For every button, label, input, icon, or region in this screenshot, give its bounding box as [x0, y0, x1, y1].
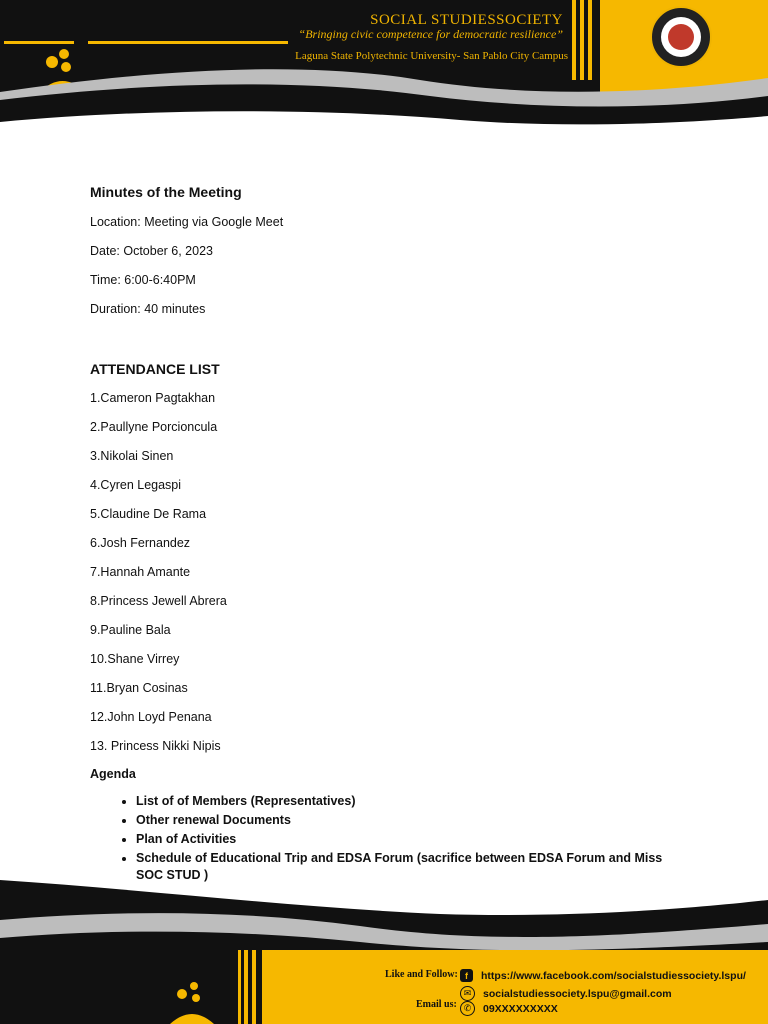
society-seal-logo [650, 6, 712, 68]
attendee: 8.Princess Jewell Abrera [90, 594, 227, 608]
attendee: 1.Cameron Pagtakhan [90, 391, 216, 405]
agenda-item: • List of of Members (Representatives) [136, 793, 690, 810]
contact-block [0, 880, 768, 1024]
org-tagline: “Bringing civic competence for democratic resilience” [298, 27, 563, 41]
meeting-duration: Duration: 40 minutes [90, 302, 206, 316]
document-body [90, 180, 690, 886]
attendance-heading: ATTENDANCE LIST [90, 361, 220, 377]
letterhead-header [0, 0, 768, 132]
meeting-location: Location: Meeting via Google Meet [90, 215, 284, 229]
agenda-heading: Agenda [90, 767, 136, 781]
phone-number[interactable]: 09XXXXXXXXX [483, 1002, 558, 1015]
email-link[interactable] [460, 986, 672, 1001]
attendee: 12.John Loyd Penana [90, 710, 212, 724]
attendee: 11.Bryan Cosinas [90, 681, 188, 695]
attendee: 5.Claudine De Rama [90, 507, 207, 521]
phone-icon: ✆ [460, 1001, 475, 1016]
letterhead-footer [0, 880, 768, 1024]
email-icon: ✉ [460, 986, 475, 1001]
facebook-link[interactable] [460, 969, 746, 982]
minutes-title: Minutes of the Meeting [90, 184, 242, 200]
agenda-item: • Schedule of Educational Trip and EDSA Forum (sacrifice between EDSA Forum and Miss SOC STUD ) [136, 850, 690, 884]
org-name: SOCIAL STUDIESSOCIETY [370, 12, 563, 28]
like-follow-label: Like and Follow: [385, 969, 458, 980]
facebook-icon: f [460, 969, 473, 982]
attendee: 7.Hannah Amante [90, 565, 191, 579]
meeting-time: Time: 6:00-6:40PM [90, 273, 196, 287]
attendance-list [90, 390, 690, 754]
agenda-item: • Plan of Activities [136, 831, 690, 848]
facebook-url[interactable]: https://www.facebook.com/socialstudiessociety.lspu/ [481, 969, 746, 982]
attendee: 9.Pauline Bala [90, 623, 171, 637]
meeting-date: Date: October 6, 2023 [90, 244, 213, 258]
phone-link[interactable] [460, 1001, 558, 1016]
attendee: 10.Shane Virrey [90, 652, 180, 666]
agenda-list [90, 793, 690, 884]
attendee: 6.Josh Fernandez [90, 536, 191, 550]
attendee: 4.Cyren Legaspi [90, 478, 182, 492]
attendee: 2.Paullyne Porcioncula [90, 420, 218, 434]
attendee: 13. Princess Nikki Nipis [90, 739, 221, 753]
email-address[interactable]: socialstudiessociety.lspu@gmail.com [483, 987, 672, 1000]
agenda-item: • Other renewal Documents [136, 812, 690, 829]
campus-name: Laguna State Polytechnic University- San Pablo City Campus [295, 50, 568, 62]
email-us-label: Email us: [416, 999, 457, 1010]
attendee: 3.Nikolai Sinen [90, 449, 174, 463]
seal-center [668, 24, 694, 50]
